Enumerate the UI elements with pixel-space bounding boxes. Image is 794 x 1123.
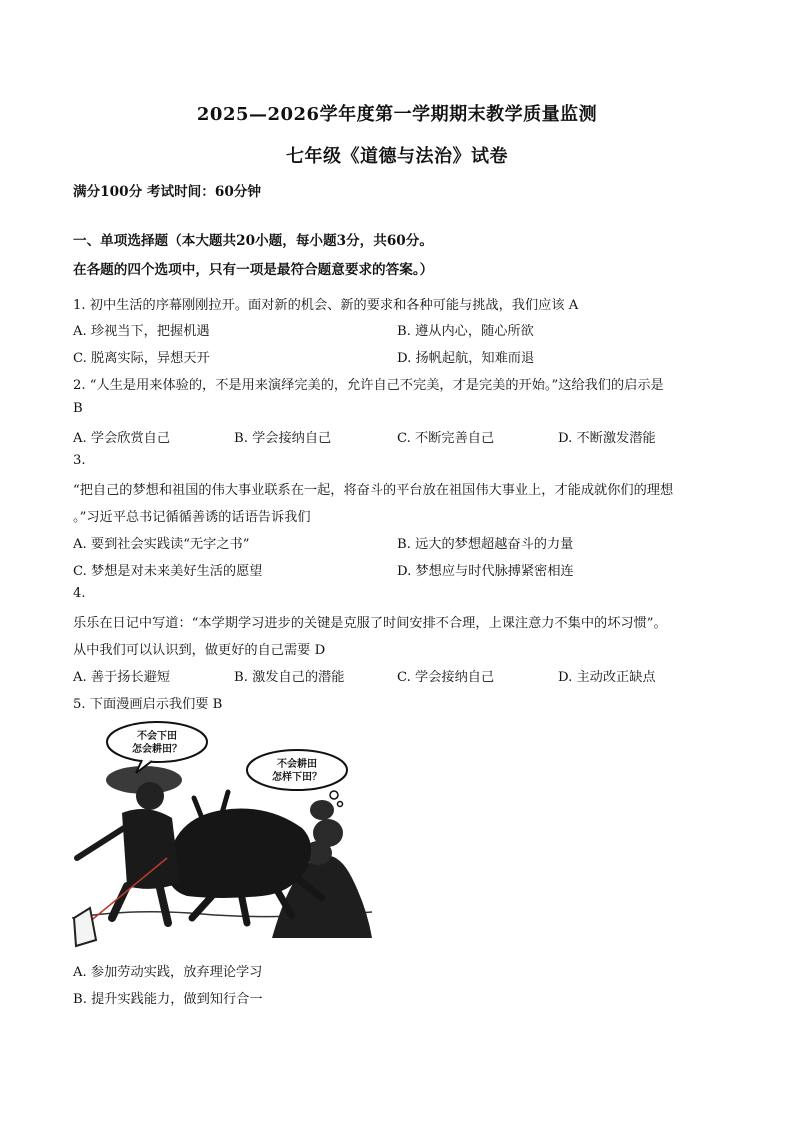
q5-option-b: B. 提升实践能力，做到知行合一 [73,992,263,1007]
q4-option-a: A. 善于扬长避短 [73,670,171,685]
q4-number: 4. [73,586,86,601]
exam-title: 2025—2026学年度第一学期期末教学质量监测 [196,104,598,125]
q3-stem-1: “把自己的梦想和祖国的伟大事业联系在一起，将奋斗的平台放在祖国伟大事业上，才能成就你们的理想 [73,483,674,498]
bubble-left-line1: 不会下田 [137,731,177,742]
exam-meta: 满分100分 考试时间：60分钟 [73,184,261,200]
q4-stem-1: 乐乐在日记中写道：“本学期学习进步的关键是克服了时间安排不合理，上课注意力不集中的坏习惯”。 [73,616,667,631]
q1-stem: 1. 初中生活的序幕刚刚拉开。面对新的机会、新的要求和各种可能与挑战，我们应该 A [73,298,579,313]
q2-stem: 2. “人生是用来体验的，不是用来演绎完美的，允许自己不完美，才是完美的开始。”这给我们的启示是 [73,378,664,393]
q5-option-a: A. 参加劳动实践，放弃理论学习 [73,965,263,980]
q1-option-d: D. 扬帆起航，知难而退 [397,351,535,366]
q3-option-d: D. 梦想应与时代脉搏紧密相连 [397,564,574,579]
section-heading: 一、单项选择题（本大题共20小题，每小题3分，共60分。 [73,233,433,249]
q4-option-b: B. 激发自己的潜能 [234,670,345,685]
q4-option-d: D. 主动改正缺点 [558,670,656,685]
q5-stem: 5. 下面漫画启示我们要 B [73,697,223,712]
q3-option-b: B. 远大的梦想超越奋斗的力量 [397,537,574,552]
q2-option-a: A. 学会欣赏自己 [73,431,171,446]
bubble-right-line1: 不会耕田 [277,759,317,770]
cartoon-illustration [72,718,372,950]
q4-option-c: C. 学会接纳自己 [397,670,495,685]
q3-option-a: A. 要到社会实践读“无字之书” [73,537,250,552]
bubble-left-line2: 怎会耕田？ [132,744,182,755]
bubble-right-line2: 怎样下田？ [272,772,322,783]
q2-answer: B [73,401,83,416]
section-instruction: 在各题的四个选项中，只有一项是最符合题意要求的答案。） [73,262,434,278]
q4-stem-2: 从中我们可以认识到，做更好的自己需要 D [73,643,326,658]
q3-number: 3. [73,453,86,468]
q3-stem-2: 。”习近平总书记循循善诱的话语告诉我们 [73,510,311,525]
q2-option-d: D. 不断激发潜能 [558,431,656,446]
q2-option-c: C. 不断完善自己 [397,431,495,446]
q1-option-c: C. 脱离实际，异想天开 [73,351,210,366]
q3-option-c: C. 梦想是对未来美好生活的愿望 [73,564,263,579]
q1-option-b: B. 遵从内心，随心所欲 [397,324,534,339]
q2-option-b: B. 学会接纳自己 [234,431,332,446]
q1-option-a: A. 珍视当下，把握机遇 [73,324,210,339]
exam-subtitle: 七年级《道德与法治》试卷 [286,146,508,167]
